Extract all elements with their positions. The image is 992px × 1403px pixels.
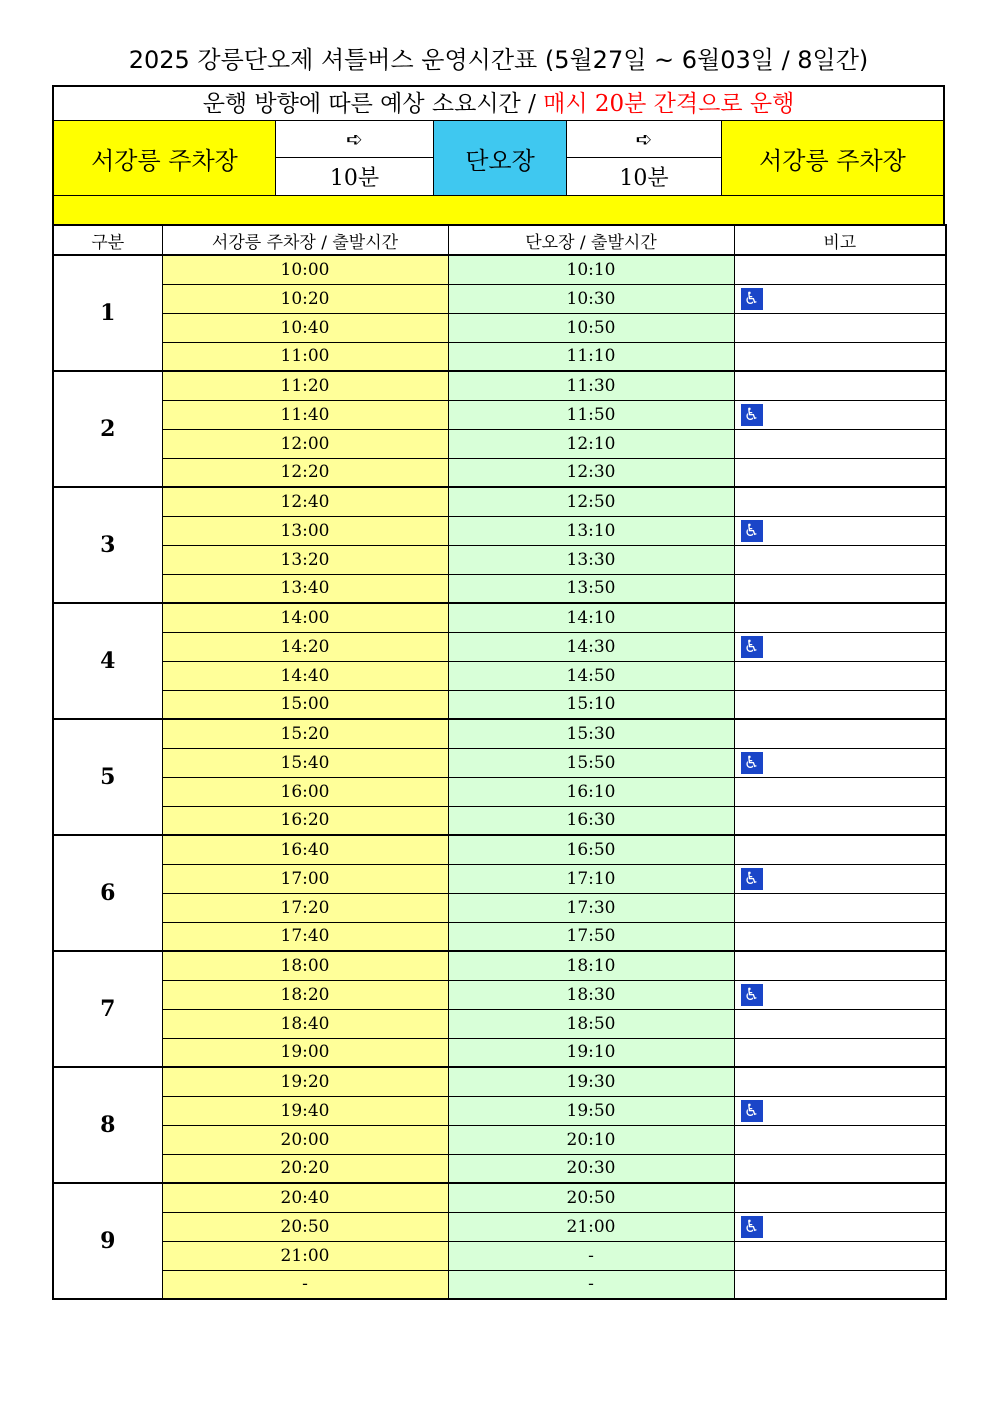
middle-departure-time: 19:10 — [448, 1038, 734, 1067]
group-number: 9 — [53, 1183, 162, 1299]
group-number: 3 — [53, 487, 162, 603]
origin-departure-time: 18:20 — [162, 980, 448, 1009]
table-row — [53, 342, 946, 371]
table-row — [53, 864, 946, 893]
arrow-right-icon: ➪ — [567, 121, 721, 158]
table-row — [53, 690, 946, 719]
middle-stop-label: 단오장 — [465, 146, 535, 175]
origin-departure-time: 20:00 — [162, 1125, 448, 1154]
group-block — [53, 487, 946, 603]
wheelchair-accessible-icon: ♿ — [741, 1216, 763, 1238]
middle-departure-time: 20:30 — [448, 1154, 734, 1183]
heading-text: 운행 방향에 따른 예상 소요시간 / — [202, 91, 536, 117]
origin-departure-time: 11:20 — [162, 371, 448, 400]
middle-departure-time: - — [448, 1241, 734, 1270]
table-row — [53, 545, 946, 574]
origin-departure-time: 20:50 — [162, 1212, 448, 1241]
table-row — [53, 313, 946, 342]
note-cell — [734, 719, 946, 748]
middle-departure-time: 17:50 — [448, 922, 734, 951]
middle-departure-time: 19:50 — [448, 1096, 734, 1125]
note-cell — [734, 516, 946, 545]
origin-departure-time: 18:00 — [162, 951, 448, 980]
note-cell — [734, 545, 946, 574]
origin-departure-time: 18:40 — [162, 1009, 448, 1038]
middle-departure-time: 10:30 — [448, 284, 734, 313]
origin-departure-time: 16:20 — [162, 806, 448, 835]
note-cell — [734, 748, 946, 777]
table-row — [53, 284, 946, 313]
origin-departure-time: 15:40 — [162, 748, 448, 777]
middle-departure-time: 15:10 — [448, 690, 734, 719]
middle-departure-time: 20:10 — [448, 1125, 734, 1154]
origin-departure-time: 11:00 — [162, 342, 448, 371]
middle-departure-time: 12:30 — [448, 458, 734, 487]
table-row — [53, 574, 946, 603]
middle-departure-time: 10:50 — [448, 313, 734, 342]
table-row — [53, 1125, 946, 1154]
origin-departure-time: 13:00 — [162, 516, 448, 545]
table-row — [53, 1212, 946, 1241]
page-title: 2025 강릉단오제 셔틀버스 운영시간표 (5월27일 ~ 6월03일 / 8일간) — [128, 46, 869, 74]
note-cell — [734, 342, 946, 371]
table-row — [53, 893, 946, 922]
table-row — [53, 1067, 946, 1096]
note-cell — [734, 777, 946, 806]
table-row — [53, 1241, 946, 1270]
middle-departure-time: 18:30 — [448, 980, 734, 1009]
header-group: 구분 — [53, 225, 162, 255]
middle-departure-time: 20:50 — [448, 1183, 734, 1212]
note-cell — [734, 284, 946, 313]
origin-stop — [54, 121, 276, 195]
middle-departure-time: 17:30 — [448, 893, 734, 922]
wheelchair-accessible-icon: ♿ — [741, 520, 763, 542]
table-row — [53, 777, 946, 806]
table-row — [53, 980, 946, 1009]
middle-stop — [434, 121, 567, 195]
note-cell — [734, 255, 946, 284]
middle-departure-time: 14:10 — [448, 603, 734, 632]
origin-departure-time: 17:40 — [162, 922, 448, 951]
arrow-right-icon: ➪ — [276, 121, 433, 158]
note-cell — [734, 661, 946, 690]
origin-departure-time: 19:40 — [162, 1096, 448, 1125]
note-cell — [734, 1154, 946, 1183]
middle-departure-time: 13:30 — [448, 545, 734, 574]
table-row — [53, 1154, 946, 1183]
middle-departure-time: 18:50 — [448, 1009, 734, 1038]
leg-2-duration: 10분 — [619, 166, 669, 191]
note-cell — [734, 690, 946, 719]
origin-departure-time: 10:20 — [162, 284, 448, 313]
note-cell — [734, 864, 946, 893]
wheelchair-accessible-icon: ♿ — [741, 288, 763, 310]
wheelchair-accessible-icon: ♿ — [741, 868, 763, 890]
note-cell — [734, 371, 946, 400]
wheelchair-accessible-icon: ♿ — [741, 984, 763, 1006]
note-cell — [734, 980, 946, 1009]
origin-departure-time: 19:20 — [162, 1067, 448, 1096]
table-row — [53, 806, 946, 835]
note-cell — [734, 1038, 946, 1067]
group-number: 4 — [53, 603, 162, 719]
note-cell — [734, 1270, 946, 1299]
origin-departure-time: 10:40 — [162, 313, 448, 342]
wheelchair-accessible-icon: ♿ — [741, 1100, 763, 1122]
origin-departure-time: 21:00 — [162, 1241, 448, 1270]
middle-departure-time: 19:30 — [448, 1067, 734, 1096]
table-row — [53, 255, 946, 284]
group-number: 1 — [53, 255, 162, 371]
middle-departure-time: 16:10 — [448, 777, 734, 806]
header-middle-departure: 단오장 / 출발시간 — [448, 225, 734, 255]
table-row — [53, 951, 946, 980]
middle-departure-time: 11:10 — [448, 342, 734, 371]
middle-departure-time: 12:50 — [448, 487, 734, 516]
table-row — [53, 748, 946, 777]
note-cell — [734, 1009, 946, 1038]
group-block — [53, 719, 946, 835]
table-row — [53, 835, 946, 864]
note-cell — [734, 1212, 946, 1241]
table-row — [53, 487, 946, 516]
middle-departure-time: 18:10 — [448, 951, 734, 980]
note-cell — [734, 1125, 946, 1154]
origin-departure-time: 14:40 — [162, 661, 448, 690]
wheelchair-accessible-icon: ♿ — [741, 636, 763, 658]
middle-departure-time: 13:50 — [448, 574, 734, 603]
note-cell — [734, 487, 946, 516]
origin-departure-time: 20:40 — [162, 1183, 448, 1212]
table-header-row — [53, 225, 946, 255]
origin-departure-time: 12:40 — [162, 487, 448, 516]
middle-departure-time: 14:50 — [448, 661, 734, 690]
table-row — [53, 1009, 946, 1038]
group-block — [53, 1183, 946, 1299]
origin-departure-time: 12:00 — [162, 429, 448, 458]
group-number: 8 — [53, 1067, 162, 1183]
note-cell — [734, 603, 946, 632]
table-row — [53, 429, 946, 458]
origin-departure-time: 14:20 — [162, 632, 448, 661]
wheelchair-accessible-icon: ♿ — [741, 404, 763, 426]
origin-departure-time: 15:00 — [162, 690, 448, 719]
middle-departure-time: 14:30 — [448, 632, 734, 661]
group-number: 7 — [53, 951, 162, 1067]
leg-2 — [567, 121, 722, 195]
note-cell — [734, 313, 946, 342]
origin-departure-time: 14:00 — [162, 603, 448, 632]
heading-interval-text: 매시 20분 간격으로 운행 — [543, 91, 795, 117]
middle-departure-time: 16:30 — [448, 806, 734, 835]
middle-departure-time: 13:10 — [448, 516, 734, 545]
yellow-divider-band — [54, 195, 943, 224]
origin-departure-time: 19:00 — [162, 1038, 448, 1067]
group-block — [53, 1067, 946, 1183]
note-cell — [734, 1067, 946, 1096]
group-block — [53, 371, 946, 487]
origin-departure-time: 16:00 — [162, 777, 448, 806]
origin-departure-time: 12:20 — [162, 458, 448, 487]
group-block — [53, 951, 946, 1067]
origin-departure-time: 10:00 — [162, 255, 448, 284]
destination-stop — [722, 121, 943, 195]
note-cell — [734, 806, 946, 835]
note-cell — [734, 893, 946, 922]
table-row — [53, 1270, 946, 1299]
note-cell — [734, 400, 946, 429]
note-cell — [734, 951, 946, 980]
table-row — [53, 1183, 946, 1212]
origin-departure-time: 17:00 — [162, 864, 448, 893]
middle-departure-time: 11:50 — [448, 400, 734, 429]
middle-departure-time: 17:10 — [448, 864, 734, 893]
middle-departure-time: 15:30 — [448, 719, 734, 748]
table-row — [53, 371, 946, 400]
middle-departure-time: 12:10 — [448, 429, 734, 458]
origin-departure-time: 13:20 — [162, 545, 448, 574]
origin-departure-time: 16:40 — [162, 835, 448, 864]
origin-departure-time: 17:20 — [162, 893, 448, 922]
route-info-box — [52, 85, 945, 224]
table-row — [53, 632, 946, 661]
route-info-heading — [54, 87, 943, 121]
group-block — [53, 603, 946, 719]
note-cell — [734, 574, 946, 603]
header-note: 비고 — [734, 225, 946, 255]
note-cell — [734, 835, 946, 864]
table-row — [53, 458, 946, 487]
table-row — [53, 516, 946, 545]
table-row — [53, 1038, 946, 1067]
leg-1-duration: 10분 — [329, 166, 380, 191]
middle-departure-time: 21:00 — [448, 1212, 734, 1241]
group-number: 6 — [53, 835, 162, 951]
destination-stop-label: 서강릉 주차장 — [759, 146, 906, 175]
leg-1 — [276, 121, 434, 195]
note-cell — [734, 632, 946, 661]
note-cell — [734, 1183, 946, 1212]
group-number: 2 — [53, 371, 162, 487]
table-row — [53, 719, 946, 748]
table-row — [53, 922, 946, 951]
middle-departure-time: 10:10 — [448, 255, 734, 284]
middle-departure-time: 15:50 — [448, 748, 734, 777]
group-number: 5 — [53, 719, 162, 835]
origin-departure-time: 11:40 — [162, 400, 448, 429]
middle-departure-time: 11:30 — [448, 371, 734, 400]
group-block — [53, 255, 946, 371]
note-cell — [734, 458, 946, 487]
middle-departure-time: - — [448, 1270, 734, 1299]
note-cell — [734, 429, 946, 458]
origin-departure-time: - — [162, 1270, 448, 1299]
wheelchair-accessible-icon: ♿ — [741, 752, 763, 774]
group-block — [53, 835, 946, 951]
note-cell — [734, 1096, 946, 1125]
table-row — [53, 603, 946, 632]
note-cell — [734, 1241, 946, 1270]
table-row — [53, 1096, 946, 1125]
origin-stop-label: 서강릉 주차장 — [91, 146, 238, 175]
schedule-table — [52, 224, 947, 1300]
table-row — [53, 400, 946, 429]
origin-departure-time: 13:40 — [162, 574, 448, 603]
middle-departure-time: 16:50 — [448, 835, 734, 864]
origin-departure-time: 15:20 — [162, 719, 448, 748]
note-cell — [734, 922, 946, 951]
table-row — [53, 661, 946, 690]
header-origin-departure: 서강릉 주차장 / 출발시간 — [162, 225, 448, 255]
origin-departure-time: 20:20 — [162, 1154, 448, 1183]
